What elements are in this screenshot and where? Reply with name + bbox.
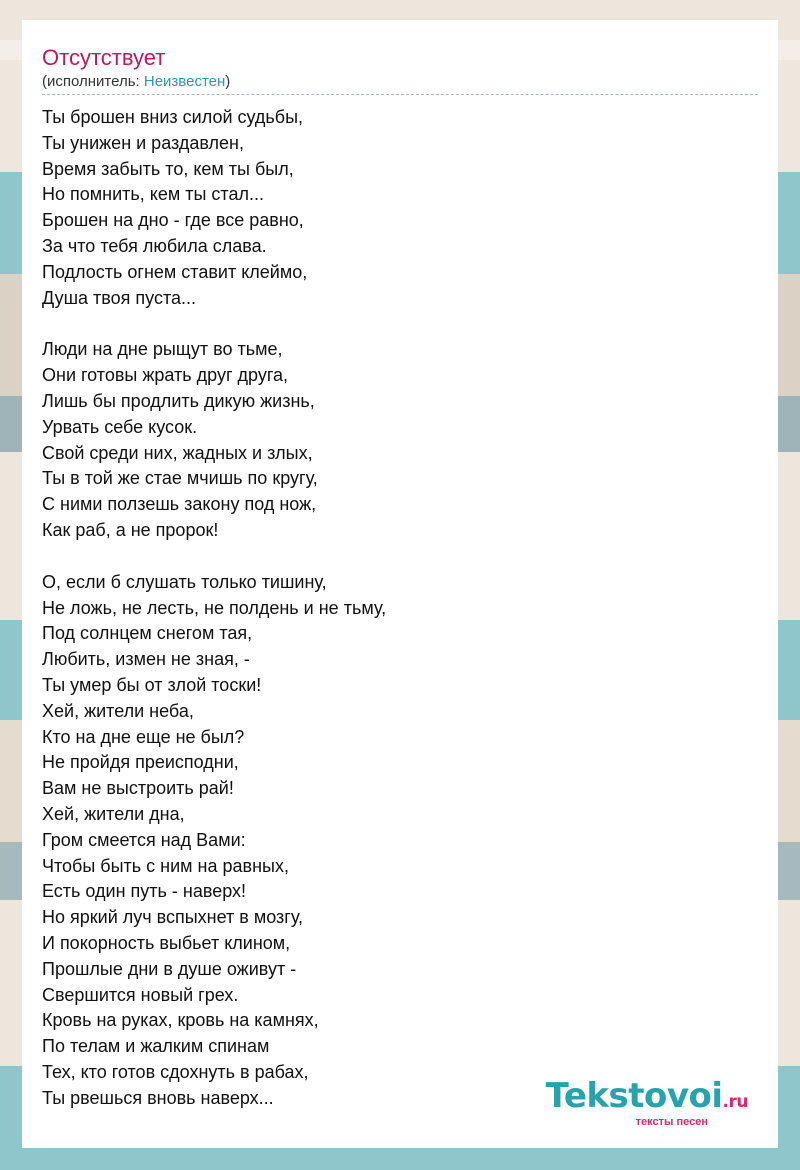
lyric-line: Люди на дне рыщут во тьме, — [42, 339, 283, 360]
lyric-line: О, если б слушать только тишину, — [42, 571, 327, 592]
lyric-line: Ты рвешься вновь наверх... — [42, 1087, 274, 1108]
lyric-line: Кровь на руках, кровь на камнях, — [42, 1010, 319, 1031]
lyric-line: Есть один путь - наверх! — [42, 881, 247, 902]
lyric-line: Свой среди них, жадных и злых, — [42, 442, 313, 463]
lyric-line: Не пройдя преисподни, — [42, 752, 239, 773]
lyric-line: Хей, жители неба, — [42, 700, 194, 721]
logo-wordmark — [546, 1078, 748, 1120]
lyric-line: Свершится новый грех. — [42, 984, 239, 1005]
lyric-line: Хей, жители дна, — [42, 803, 185, 824]
lyrics-stanza — [42, 570, 758, 1112]
lyric-line: Урвать себе кусок. — [42, 416, 198, 437]
song-title: Отсутствует — [42, 45, 166, 70]
lyric-line: Вам не выстроить рай! — [42, 778, 234, 799]
lyric-line: Душа твоя пуста... — [42, 287, 197, 308]
lyric-line: Они готовы жрать друг друга, — [42, 365, 288, 386]
logo-tagline: тексты песен — [635, 1116, 708, 1128]
lyric-line: По телам и жалким спинам — [42, 1036, 270, 1057]
lyric-line: Ты в той же стае мчишь по кругу, — [42, 468, 318, 489]
lyric-line: Не ложь, не лесть, не полдень и не тьму, — [42, 597, 387, 618]
lyrics-stanza — [42, 105, 758, 311]
lyric-line: Ты умер бы от злой тоски! — [42, 674, 262, 695]
lyric-line: Но помнить, кем ты стал... — [42, 184, 264, 205]
lyric-line: С ними ползешь закону под нож, — [42, 494, 317, 515]
lyric-line: Под солнцем снегом тая, — [42, 623, 253, 644]
lyric-line: Время забыть то, кем ты был, — [42, 158, 294, 179]
lyric-line: Прошлые дни в душе оживут - — [42, 958, 297, 979]
lyric-line: Ты унижен и раздавлен, — [42, 132, 244, 153]
lyric-line: Тех, кто готов сдохнуть в рабах, — [42, 1061, 309, 1082]
artist-link[interactable]: Неизвестен — [143, 73, 226, 90]
lyric-line: Чтобы быть с ним на равных, — [42, 855, 289, 876]
lyric-line: Кто на дне еще не был? — [42, 726, 245, 747]
lyric-line: Лишь бы продлить дикую жизнь, — [42, 390, 315, 411]
lyric-line: Гром смеется над Вами: — [42, 829, 246, 850]
lyric-line: Но яркий луч вспыхнет в мозгу, — [42, 907, 304, 928]
lyric-line: За что тебя любила слава. — [42, 235, 267, 256]
logo-name: Tekstovoi — [545, 1076, 723, 1116]
site-logo[interactable] — [546, 1078, 748, 1128]
lyric-line: Любить, измен не зная, - — [42, 649, 250, 670]
logo-tld: .ru — [722, 1092, 748, 1112]
lyrics-stanza — [42, 337, 758, 543]
lyric-line: Брошен на дно - где все равно, — [42, 210, 304, 231]
lyric-line: Ты брошен вниз силой судьбы, — [42, 107, 304, 127]
byline-suffix: ) — [225, 73, 231, 90]
lyric-line: Как раб, а не пророк! — [42, 519, 219, 540]
byline-prefix: (исполнитель: — [42, 73, 144, 90]
lyric-line: И покорность выбьет клином, — [42, 932, 291, 953]
lyrics-body — [42, 105, 758, 1111]
lyric-line: Подлость огнем ставит клеймо, — [42, 261, 308, 282]
artist-byline — [42, 72, 758, 95]
lyrics-card — [22, 20, 778, 1148]
